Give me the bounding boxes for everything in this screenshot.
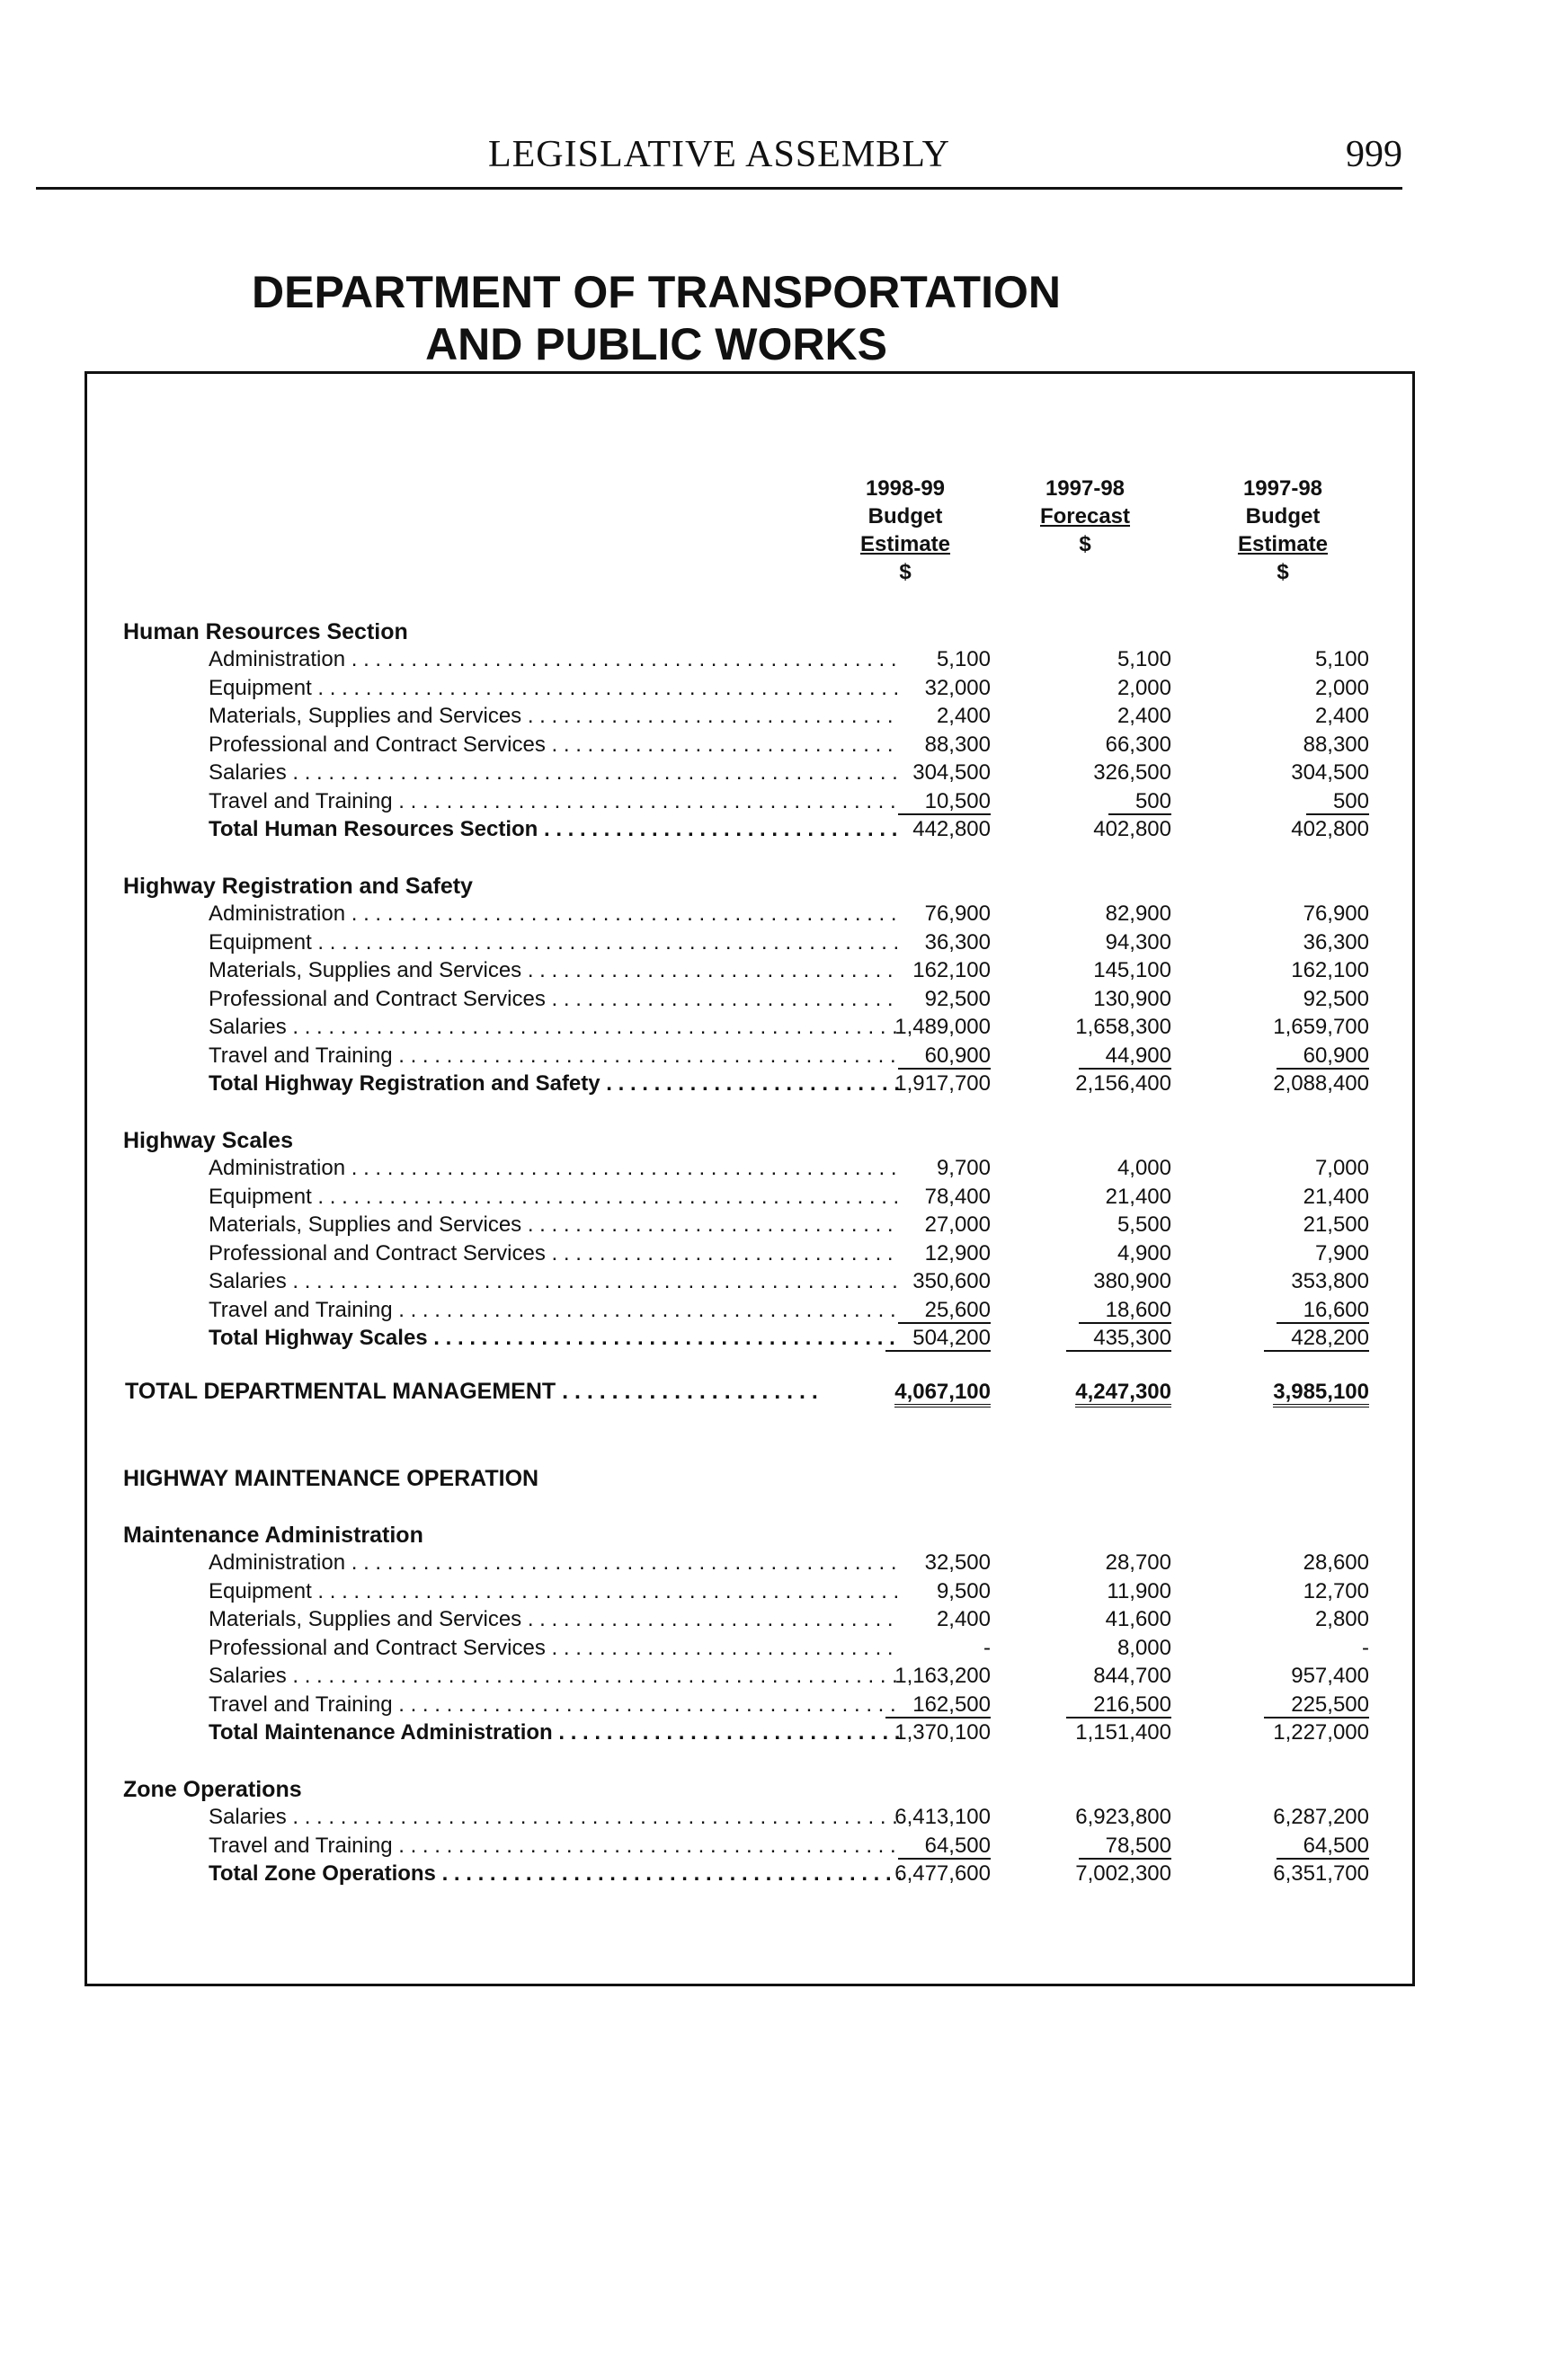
- row-label: Administration . . .: [209, 1154, 901, 1183]
- row-label: Equipment . . .: [209, 1577, 901, 1606]
- value-1997-98-estimate: 2,088,400: [1273, 1071, 1369, 1096]
- value-1997-98-estimate: 28,600: [1303, 1550, 1369, 1575]
- row-label: Total Human Resources Section . . .: [209, 815, 901, 844]
- value-1998-99: 32,500: [924, 1550, 991, 1575]
- row-label: Professional and Contract Services . . .: [209, 731, 901, 759]
- table-row: [123, 900, 1409, 928]
- table-row: [123, 985, 1409, 1014]
- value-1997-98-forecast: 4,247,300: [1001, 1378, 1171, 1407]
- value-1997-98-estimate: 162,100: [1291, 958, 1369, 982]
- value-1997-98-forecast: 2,000: [1117, 675, 1171, 700]
- value-1998-99: 162,100: [912, 958, 991, 982]
- value-1998-99: 27,000: [924, 1212, 991, 1237]
- value-1998-99: 2,400: [936, 704, 991, 728]
- value-1998-99: 88,300: [924, 732, 991, 757]
- table-row: [123, 1239, 1409, 1268]
- value-1997-98-estimate: 2,000: [1314, 675, 1369, 700]
- table-row: [123, 1183, 1409, 1212]
- value-1998-99: 5,100: [936, 647, 991, 671]
- value-1998-99: 6,477,600: [894, 1861, 991, 1886]
- section-heading: Zone Operations: [123, 1777, 302, 1802]
- row-label: Salaries . . .: [209, 1662, 901, 1691]
- value-1997-98-forecast: 11,900: [1107, 1578, 1171, 1603]
- value-1998-99: 64,500: [820, 1832, 991, 1860]
- column-header-1997-98-forecast: [986, 475, 1184, 558]
- row-label: Equipment . . .: [209, 674, 901, 703]
- value-1998-99: 304,500: [912, 760, 991, 785]
- value-1997-98-forecast: 21,400: [1105, 1184, 1171, 1209]
- value-1998-99: 32,000: [924, 675, 991, 700]
- table-row: [123, 702, 1409, 731]
- value-1997-98-estimate: 500: [1198, 787, 1369, 816]
- section-highway-scales: [123, 1127, 1409, 1353]
- value-1997-98-estimate: 5,100: [1314, 647, 1369, 671]
- value-1997-98-estimate: 64,500: [1198, 1832, 1369, 1860]
- row-label: Administration . . .: [209, 645, 901, 674]
- table-row: [123, 759, 1409, 787]
- row-label: TOTAL DEPARTMENTAL MANAGEMENT . . .: [125, 1378, 817, 1407]
- column-header-unit: $: [1277, 560, 1289, 584]
- value-1998-99: 9,700: [936, 1156, 991, 1180]
- value-1997-98-forecast: 844,700: [1093, 1664, 1171, 1688]
- row-label: Travel and Training . . .: [209, 1832, 901, 1860]
- value-1997-98-estimate: 76,900: [1303, 901, 1369, 926]
- column-header-line: Budget: [867, 504, 943, 528]
- row-label: Travel and Training . . .: [209, 787, 901, 816]
- grand-total-row: [123, 1378, 1409, 1407]
- value-1997-98-estimate: 7,000: [1314, 1156, 1369, 1180]
- section-heading: Highway Scales: [123, 1128, 293, 1153]
- table-row: [123, 1549, 1409, 1577]
- value-1998-99: 1,489,000: [894, 1015, 991, 1039]
- value-1997-98-estimate: 21,500: [1303, 1212, 1369, 1237]
- major-section-heading: HIGHWAY MAINTENANCE OPERATION: [123, 1466, 539, 1491]
- value-1997-98-forecast: 5,500: [1117, 1212, 1171, 1237]
- page-title-line-1: DEPARTMENT OF TRANSPORTATION: [252, 267, 1061, 317]
- value-1997-98-forecast: 130,900: [1093, 986, 1171, 1011]
- row-label: Total Highway Registration and Safety . . .: [209, 1070, 901, 1098]
- value-1997-98-forecast: 4,900: [1117, 1240, 1171, 1265]
- value-1997-98-forecast: 66,300: [1105, 732, 1171, 757]
- value-1997-98-estimate: 957,400: [1291, 1664, 1369, 1688]
- value-1998-99: 36,300: [924, 929, 991, 955]
- table-row: [123, 1577, 1409, 1606]
- column-header-1997-98-budget-estimate: [1184, 475, 1382, 586]
- value-1998-99: 1,163,200: [894, 1664, 991, 1688]
- value-1997-98-forecast: 435,300: [1001, 1324, 1171, 1353]
- table-row: [123, 1154, 1409, 1183]
- value-1997-98-estimate: 402,800: [1291, 817, 1369, 841]
- value-1997-98-estimate: 304,500: [1291, 760, 1369, 785]
- row-label: Materials, Supplies and Services . . .: [209, 702, 901, 731]
- table-total-row: [123, 1860, 1409, 1888]
- row-label: Travel and Training . . .: [209, 1691, 901, 1719]
- value-1997-98-estimate: 7,900: [1314, 1240, 1369, 1265]
- table-row: [123, 1634, 1409, 1663]
- value-1997-98-estimate: 428,200: [1198, 1324, 1369, 1353]
- value-1998-99: 76,900: [924, 901, 991, 926]
- row-label: Administration . . .: [209, 1549, 901, 1577]
- value-1997-98-forecast: 380,900: [1093, 1269, 1171, 1293]
- table-total-row: [123, 1718, 1409, 1747]
- value-1998-99: 504,200: [820, 1324, 991, 1353]
- value-1997-98-forecast: 326,500: [1093, 760, 1171, 785]
- table-row: [123, 1211, 1409, 1239]
- value-1998-99: 78,400: [924, 1184, 991, 1209]
- table-row: [123, 787, 1409, 816]
- value-1998-99: 60,900: [820, 1042, 991, 1070]
- table-row: [123, 1042, 1409, 1070]
- value-1997-98-forecast: 145,100: [1093, 958, 1171, 982]
- value-1998-99: 4,067,100: [820, 1378, 991, 1407]
- table-row: [123, 956, 1409, 985]
- column-header-1998-99-budget-estimate: [806, 475, 1004, 586]
- value-1997-98-forecast: 78,500: [1001, 1832, 1171, 1860]
- page-title-line-2: AND PUBLIC WORKS: [425, 319, 887, 369]
- table-row: [123, 645, 1409, 674]
- row-label: Equipment . . .: [209, 1183, 901, 1212]
- row-label: Salaries . . .: [209, 1013, 901, 1042]
- row-label: Materials, Supplies and Services . . .: [209, 1605, 901, 1634]
- value-1998-99: 442,800: [912, 817, 991, 841]
- column-header-line: 1998-99: [865, 476, 946, 501]
- value-1998-99: 12,900: [924, 1240, 991, 1265]
- budget-table-frame: [85, 371, 1415, 1986]
- value-1998-99: 350,600: [912, 1269, 991, 1293]
- value-1997-98-forecast: 41,600: [1105, 1607, 1171, 1631]
- section-highway-maintenance-operation: [123, 1465, 1409, 1492]
- row-label: Professional and Contract Services . . .: [209, 1239, 901, 1268]
- value-1997-98-estimate: 16,600: [1198, 1296, 1369, 1325]
- section-heading: Highway Registration and Safety: [123, 874, 473, 899]
- value-1998-99: 6,413,100: [894, 1805, 991, 1829]
- value-1997-98-forecast: 500: [1001, 787, 1171, 816]
- table-row: [123, 1662, 1409, 1691]
- table-total-row: [123, 1324, 1409, 1353]
- section-departmental-total: [123, 1378, 1409, 1407]
- value-1997-98-estimate: 60,900: [1198, 1042, 1369, 1070]
- value-1998-99: -: [983, 1635, 991, 1660]
- table-row: [123, 1832, 1409, 1860]
- table-row: [123, 1803, 1409, 1832]
- row-label: Materials, Supplies and Services . . .: [209, 1211, 901, 1239]
- running-head: [36, 133, 1402, 190]
- column-header-unit: $: [899, 560, 912, 584]
- column-header-line: Budget: [1245, 504, 1321, 528]
- value-1997-98-estimate: 225,500: [1198, 1691, 1369, 1719]
- value-1997-98-forecast: 28,700: [1105, 1550, 1171, 1575]
- value-1997-98-estimate: 6,287,200: [1273, 1805, 1369, 1829]
- column-header-line: Estimate: [1237, 532, 1329, 556]
- value-1997-98-forecast: 216,500: [1001, 1691, 1171, 1719]
- section-heading: Human Resources Section: [123, 619, 408, 644]
- row-label: Administration . . .: [209, 900, 901, 928]
- row-label: Professional and Contract Services . . .: [209, 985, 901, 1014]
- value-1997-98-forecast: 1,151,400: [1075, 1720, 1171, 1745]
- column-header-line: 1997-98: [1242, 476, 1323, 501]
- value-1997-98-estimate: 6,351,700: [1273, 1861, 1369, 1886]
- value-1997-98-estimate: -: [1362, 1635, 1369, 1660]
- value-1998-99: 25,600: [820, 1296, 991, 1325]
- row-label: Salaries . . .: [209, 1803, 901, 1832]
- table-row: [123, 1296, 1409, 1325]
- value-1998-99: 1,917,700: [894, 1071, 991, 1096]
- column-header-line: Estimate: [859, 532, 951, 556]
- value-1997-98-estimate: 1,227,000: [1273, 1720, 1369, 1745]
- section-maintenance-administration: [123, 1522, 1409, 1747]
- row-label: Total Zone Operations . . .: [209, 1860, 901, 1888]
- value-1997-98-forecast: 18,600: [1001, 1296, 1171, 1325]
- table-total-row: [123, 1070, 1409, 1098]
- value-1997-98-estimate: 12,700: [1303, 1578, 1369, 1603]
- row-label: Professional and Contract Services . . .: [209, 1634, 901, 1663]
- row-label: Salaries . . .: [209, 759, 901, 787]
- row-label: Materials, Supplies and Services . . .: [209, 956, 901, 985]
- section-zone-operations: [123, 1776, 1409, 1888]
- value-1997-98-forecast: 5,100: [1117, 647, 1171, 671]
- table-total-row: [123, 815, 1409, 844]
- row-label: Total Maintenance Administration . . .: [209, 1718, 901, 1747]
- value-1997-98-forecast: 1,658,300: [1075, 1015, 1171, 1039]
- value-1998-99: 1,370,100: [894, 1720, 991, 1745]
- value-1997-98-forecast: 8,000: [1117, 1635, 1171, 1660]
- page-number: 999: [1346, 134, 1402, 175]
- value-1997-98-forecast: 7,002,300: [1075, 1861, 1171, 1886]
- table-row: [123, 1691, 1409, 1719]
- section-human-resources: [123, 618, 1409, 844]
- value-1997-98-forecast: 44,900: [1001, 1042, 1171, 1070]
- value-1997-98-forecast: 94,300: [1105, 929, 1171, 955]
- value-1998-99: 10,500: [820, 787, 991, 816]
- value-1998-99: 162,500: [820, 1691, 991, 1719]
- value-1997-98-forecast: 82,900: [1105, 901, 1171, 926]
- value-1997-98-estimate: 2,800: [1314, 1607, 1369, 1631]
- value-1997-98-estimate: 92,500: [1303, 986, 1369, 1011]
- column-header-line: 1997-98: [1045, 476, 1125, 501]
- value-1997-98-forecast: 6,923,800: [1075, 1805, 1171, 1829]
- row-label: Equipment . . .: [209, 928, 901, 957]
- value-1997-98-forecast: 4,000: [1117, 1156, 1171, 1180]
- running-head-title: LEGISLATIVE ASSEMBLY: [488, 134, 950, 175]
- table-row: [123, 674, 1409, 703]
- value-1997-98-forecast: 2,400: [1117, 704, 1171, 728]
- value-1997-98-estimate: 36,300: [1303, 929, 1369, 955]
- table-row: [123, 928, 1409, 957]
- column-header-unit: $: [1079, 532, 1091, 556]
- row-label: Salaries . . .: [209, 1267, 901, 1296]
- value-1998-99: 2,400: [936, 1607, 991, 1631]
- section-highway-registration-safety: [123, 873, 1409, 1098]
- value-1997-98-estimate: 88,300: [1303, 732, 1369, 757]
- column-header-line: Forecast: [1039, 504, 1131, 528]
- page-title: [162, 266, 1151, 370]
- value-1997-98-forecast: 402,800: [1093, 817, 1171, 841]
- value-1997-98-estimate: 353,800: [1291, 1269, 1369, 1293]
- value-1997-98-estimate: 2,400: [1314, 704, 1369, 728]
- value-1998-99: 92,500: [924, 986, 991, 1011]
- table-row: [123, 731, 1409, 759]
- row-label: Travel and Training . . .: [209, 1296, 901, 1325]
- table-row: [123, 1267, 1409, 1296]
- section-heading: Maintenance Administration: [123, 1523, 423, 1548]
- row-label: Total Highway Scales . . .: [209, 1324, 901, 1353]
- row-label: Travel and Training . . .: [209, 1042, 901, 1070]
- value-1997-98-estimate: 3,985,100: [1198, 1378, 1369, 1407]
- value-1997-98-estimate: 1,659,700: [1273, 1015, 1369, 1039]
- value-1997-98-forecast: 2,156,400: [1075, 1071, 1171, 1096]
- value-1997-98-estimate: 21,400: [1303, 1184, 1369, 1209]
- table-row: [123, 1013, 1409, 1042]
- value-1998-99: 9,500: [936, 1578, 991, 1603]
- table-row: [123, 1605, 1409, 1634]
